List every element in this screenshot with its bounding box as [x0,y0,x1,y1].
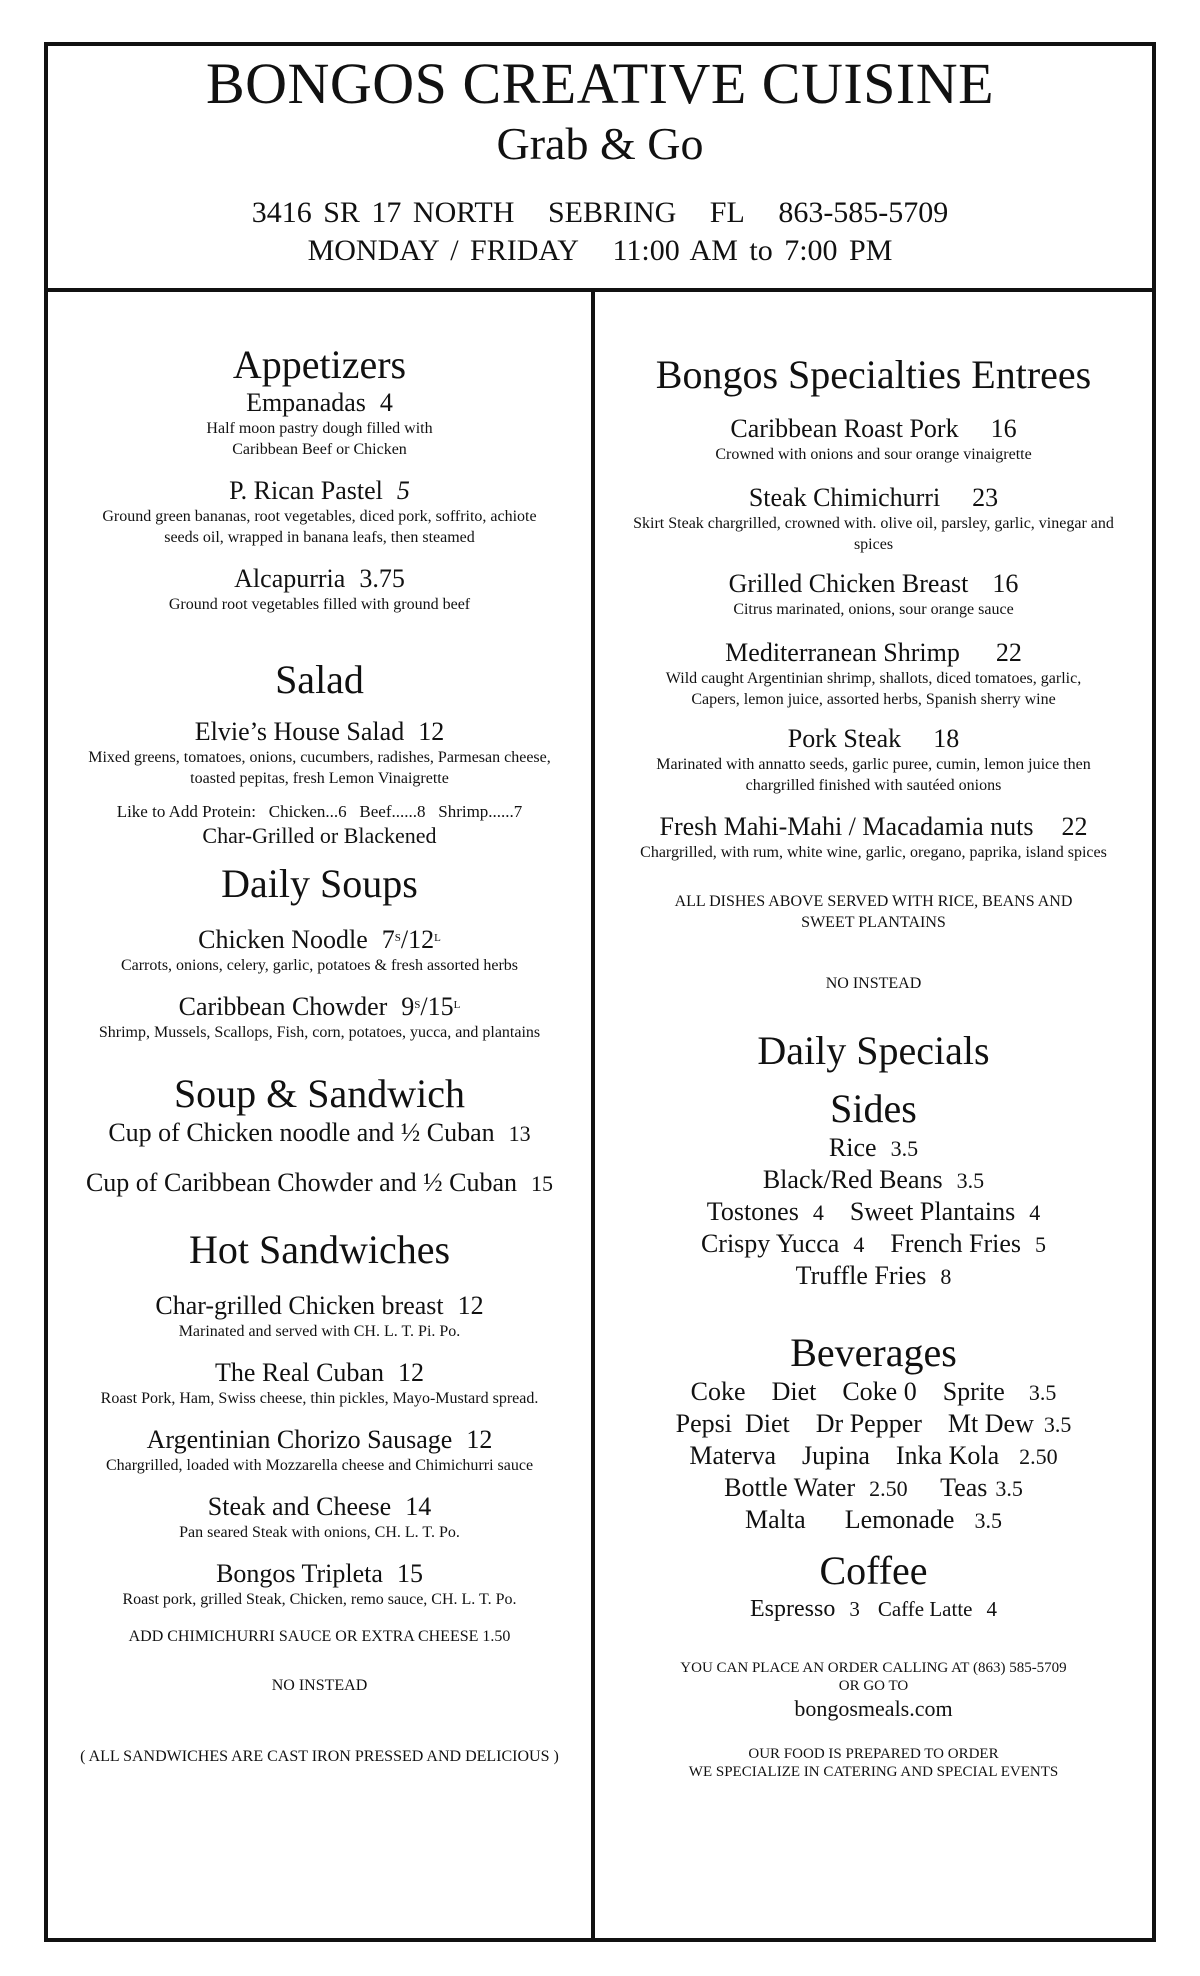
menu-item-price: 4 [379,388,393,417]
menu-item-description: Carrots, onions, celery, garlic, potatoes & fresh assorted herbs [120,957,519,974]
menu-item-description: Shrimp, Mussels, Scallops, Fish, corn, potatoes, yucca, and plantains [98,1024,541,1041]
menu-item-description: Half moon pastry dough filled with [206,420,433,437]
hours-line [48,232,1152,270]
menu-item-price: 12 [418,717,445,746]
menu-item-price: $7^S/12^L$ [381,925,441,954]
menu-item-description: Crowned with onions and sour orange vinaigrette [715,446,1032,463]
menu-item-description: chargrilled finished with sautéed onions [745,777,1002,794]
menu-item-description: Roast pork, grilled Steak, Chicken, remo sauce, CH. L. T. Po. [122,1591,517,1608]
menu-item-name: Fresh Mahi-Mahi / Macadamia nuts 22 [659,812,1088,841]
left-column [48,292,591,1767]
section-title-salad: Salad [275,657,364,702]
protein-addon: Like to Add Protein: Chicken...6 Beef......8 Shrimp......7 [116,802,523,821]
menu-item-price: $9^S/15^L$ [401,992,461,1021]
menu-item-name: Empanadas 4 [246,388,393,417]
menu-item-description: Ground root vegetables filled with ground beef [168,596,471,613]
menu-item-description: Mixed greens, tomatoes, onions, cucumbers, radishes, Parmesan cheese, [88,749,551,766]
website-link[interactable]: bongosmeals.com [794,1696,953,1721]
addon-note: ADD CHIMICHURRI SAUCE OR EXTRA CHEESE 1.50 [128,1628,511,1645]
restaurant-name: BONGOS CREATIVE CUISINE [205,51,995,116]
menu-item-price: 3.75 [359,564,405,593]
served-with-note: ALL DISHES ABOVE SERVED WITH RICE, BEANS AND [674,893,1073,910]
open-days: MONDAY / FRIDAY [307,234,579,267]
section-title-soup-sandwich: Soup & Sandwich [173,1071,466,1116]
menu-item-price: 15 [396,1559,423,1588]
no-substitution-note: NO INSTEAD [271,1677,368,1694]
menu-item-description: Ground green bananas, root vegetables, diced pork, soffrito, achiote [102,508,537,525]
menu-item-description: Citrus marinated, onions, sour orange sauce [733,601,1014,618]
menu-item-name: Grilled Chicken Breast 16 [728,569,1019,598]
menu-item-name: Mediterranean Shrimp 22 [725,638,1022,667]
section-title-daily-specials: Daily Specials [757,1028,990,1073]
menu-item-name: Steak and Cheese 14 [207,1492,432,1521]
menu-item-name: Bongos Tripleta 15 [216,1559,423,1588]
menu-item-description: Chargrilled, loaded with Mozzarella cheese and Chimichurri sauce [105,1457,534,1474]
section-title-appetizers: Appetizers [232,342,407,387]
menu-item-price: 15 [531,1171,554,1196]
footer-note: WE SPECIALIZE IN CATERING AND SPECIAL EVENTS [688,1764,1059,1780]
section-title-hot-sandwiches: Hot Sandwiches [188,1227,451,1272]
section-title-beverages: Beverages [790,1330,957,1375]
menu-item-name: Char-grilled Chicken breast 12 [155,1291,484,1320]
side-row: Rice 3.5 [828,1133,919,1162]
menu-item-name: Chicken Noodle $7^S/12^L$ [198,925,441,954]
order-note: OR GO TO [838,1678,909,1694]
menu-item-description: seeds oil, wrapped in banana leafs, then steamed [164,529,475,546]
section-title-coffee: Coffee [819,1548,928,1593]
menu-item-description: Pan seared Steak with onions, CH. L. T. Po. [179,1524,460,1541]
open-hours: 11:00 AM to 7:00 PM [612,234,893,267]
phone: 863-585-5709 [778,196,949,229]
side-row: Tostones 4 Sweet Plantains 4 [706,1197,1041,1226]
menu-item-description: toasted pepitas, fresh Lemon Vinaigrette [190,770,449,787]
menu-item-price: 23 [972,483,999,512]
menu-item-description: Roast Pork, Ham, Swiss cheese, thin pickles, Mayo-Mustard spread. [100,1390,539,1407]
beverage-row: Bottle Water 2.50 Teas 3.5 [724,1473,1023,1502]
menu-item-description: Marinated with annatto seeds, garlic puree, cumin, lemon juice then [656,756,1091,773]
menu-item-name: Caribbean Chowder $9^S/15^L$ [178,992,461,1021]
order-note: YOU CAN PLACE AN ORDER CALLING AT (863) 585-5709 [680,1660,1067,1676]
menu-item-description: Marinated and served with CH. L. T. Pi. Po. [178,1323,461,1340]
city: SEBRING [547,196,677,229]
menu-item-name: Caribbean Roast Pork 16 [730,414,1017,443]
menu-item-price: 22 [1061,812,1088,841]
beverage-row: Materva Jupina Inka Kola 2.50 [689,1441,1058,1470]
section-title-soups: Daily Soups [221,861,418,906]
side-row: Black/Red Beans 3.5 [762,1165,985,1194]
footer-note: OUR FOOD IS PREPARED TO ORDER [748,1746,999,1762]
menu-item-price: 14 [405,1492,432,1521]
salad-style: Char-Grilled or Blackened [202,823,437,848]
address-line [48,194,1152,232]
address: 3416 SR 17 NORTH [251,196,515,229]
menu-item-description: spices [853,536,894,553]
menu-item-price: 12 [397,1358,424,1387]
beverage-row: Malta Lemonade 3.5 [745,1505,1002,1534]
menu-item-name: Steak Chimichurri 23 [748,483,999,512]
menu-item-name: The Real Cuban 12 [215,1358,424,1387]
right-column [595,292,1152,1781]
sandwich-footnote: ( ALL SANDWICHES ARE CAST IRON PRESSED AND DELICIOUS ) [80,1748,559,1765]
restaurant-subtitle: Grab & Go [496,118,704,169]
beverage-row: Coke Diet Coke 0 Sprite 3.5 [690,1377,1057,1406]
side-row: Truffle Fries 8 [795,1261,952,1290]
menu-item-price: 12 [457,1291,484,1320]
menu-item-name: Alcapurria 3.75 [234,564,405,593]
menu-item-price: 16 [992,569,1019,598]
header [48,52,1152,270]
menu-item-name: P. Rican Pastel 5 [229,476,410,505]
menu-item-price: 18 [933,724,960,753]
menu-item-description: Skirt Steak chargrilled, crowned with. olive oil, parsley, garlic, vinegar and [633,515,1114,532]
menu-item-name: Elvie’s House Salad 12 [194,717,445,746]
section-title-entrees: Bongos Specialties Entrees [655,352,1092,397]
menu-item-name: Argentinian Chorizo Sausage 12 [146,1425,493,1454]
menu-item-price: 22 [995,638,1022,667]
menu-item-price: 16 [990,414,1017,443]
menu-item-name: Pork Steak 18 [787,724,960,753]
menu-item-price: 12 [466,1425,493,1454]
menu-item-name: Cup of Chicken noodle and ½ Cuban 13 [108,1118,531,1147]
beverage-row: Pepsi Diet Dr Pepper Mt Dew 3.5 [675,1409,1072,1438]
menu-item-description: Wild caught Argentinian shrimp, shallots, diced tomatoes, garlic, [665,670,1082,687]
side-row: Crispy Yucca 4 French Fries 5 [700,1229,1047,1258]
menu-item-name: Cup of Caribbean Chowder and ½ Cuban 15 [85,1168,554,1197]
menu-item-description: Capers, lemon juice, assorted herbs, Spanish sherry wine [691,691,1056,708]
no-substitution-note: NO INSTEAD [825,975,922,992]
section-title-sides: Sides [830,1086,917,1131]
menu-item-price: 5 [396,476,410,505]
menu-item-description: Chargrilled, with rum, white wine, garlic, oregano, paprika, island spices [640,844,1107,861]
state: FL [709,196,745,229]
coffee-row: Espresso 3 Caffe Latte 4 [750,1596,997,1622]
menu-item-price: 13 [508,1121,531,1146]
menu-item-description: Caribbean Beef or Chicken [232,441,407,458]
served-with-note: SWEET PLANTAINS [801,914,946,931]
